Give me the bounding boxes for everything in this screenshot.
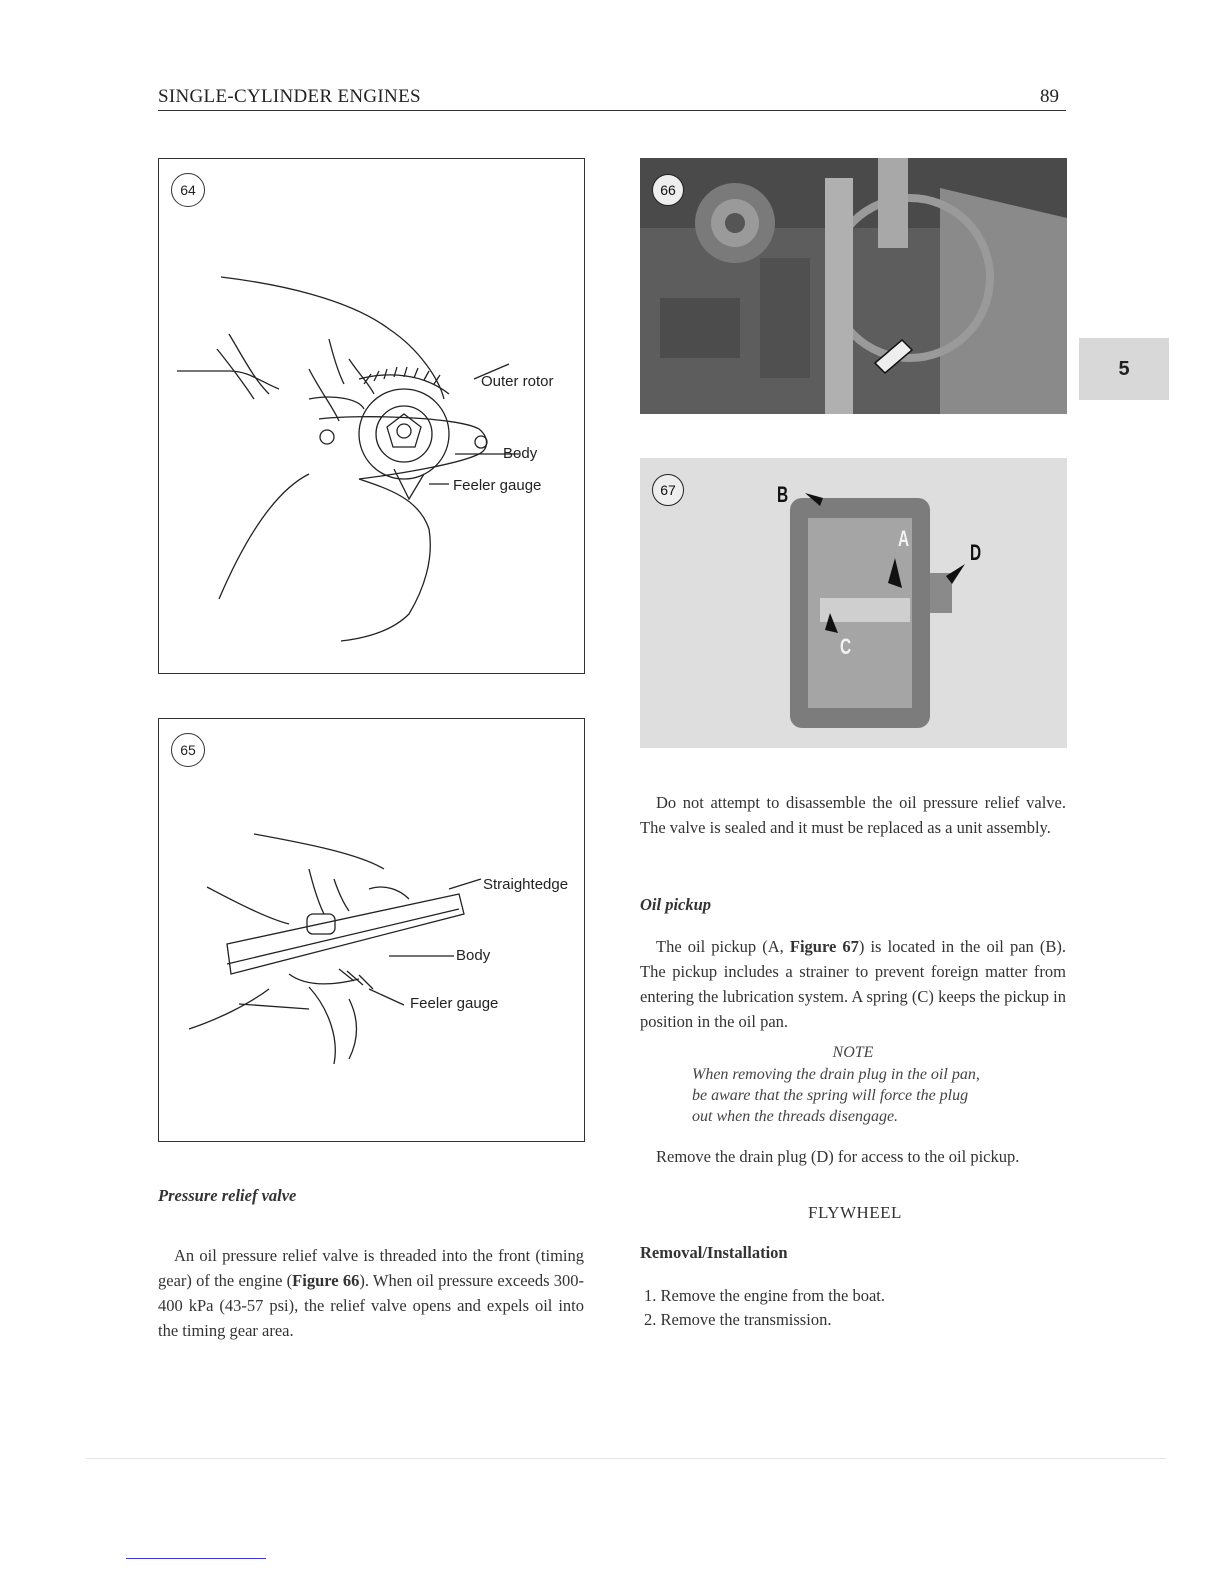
figure-64-illustration [159,159,584,673]
figure-65 [158,718,585,1142]
label-straightedge: Straightedge [483,876,569,893]
note-line-3: out when the threads disengage. [692,1108,899,1125]
label-feeler-gauge: Feeler gauge [410,995,499,1012]
label-outer-rotor: Outer rotor [481,373,554,390]
photo-label-d: D [970,540,982,565]
chapter-tab: 5 [1079,338,1169,400]
paragraph-oil-pickup: The oil pickup (A, Figure 67) is located in the oil pan (B). The pickup includes a strainer to prevent foreign matter from entering the lubrication system. A spring (C) keeps the pickup in position in the oil pan. [640,937,1066,1031]
figure-66-number: 66 [652,174,684,206]
figure-65-number: 65 [171,733,205,767]
label-body: Body [503,445,538,462]
photo-label-b: B [777,482,789,507]
footer-blue-line [126,1558,266,1559]
page-number: 89 [1040,86,1059,107]
photo-label-a: A [898,526,910,551]
figure-66-photo [640,158,1067,414]
footer-rule [86,1458,1166,1459]
heading-pressure-relief-valve: Pressure relief valve [158,1186,297,1205]
paragraph-do-not-disassemble: Do not attempt to disassemble the oil pressure relief valve. The valve is sealed and it must be replaced as a unit assembly. [640,793,1066,837]
heading-oil-pickup: Oil pickup [640,895,712,914]
note-title: NOTE [832,1044,874,1061]
figure-64-number: 64 [171,173,205,207]
figure-64 [158,158,585,674]
running-header: SINGLE-CYLINDER ENGINES [158,86,421,107]
step-2: 2. Remove the transmission. [644,1310,832,1329]
oil-pan-photo-illustration [640,458,1067,748]
note-line-2: be aware that the spring will force the plug [692,1087,969,1104]
paragraph-pressure-relief: An oil pressure relief valve is threaded into the front (timing gear) of the engine (Figure 66). When oil pressure exceeds 300-400 kPa (43-57 psi), the relief valve opens and expels oil into the timing gear area. [158,1246,585,1340]
figure-67-number: 67 [652,474,684,506]
note-line-1: When removing the drain plug in the oil pan, [692,1066,980,1083]
photo-label-c: C [840,634,852,659]
heading-removal-installation: Removal/Installation [640,1243,788,1262]
step-1: 1. Remove the engine from the boat. [644,1286,886,1305]
figure-67-photo [640,458,1067,748]
header-rule [158,110,1066,111]
figure-65-illustration [159,719,584,1141]
label-body: Body [456,947,491,964]
label-feeler-gauge: Feeler gauge [453,477,542,494]
heading-flywheel: FLYWHEEL [808,1203,902,1222]
paragraph-drain-plug: Remove the drain plug (D) for access to the oil pickup. [656,1147,1020,1166]
engine-photo-illustration [640,158,1067,414]
